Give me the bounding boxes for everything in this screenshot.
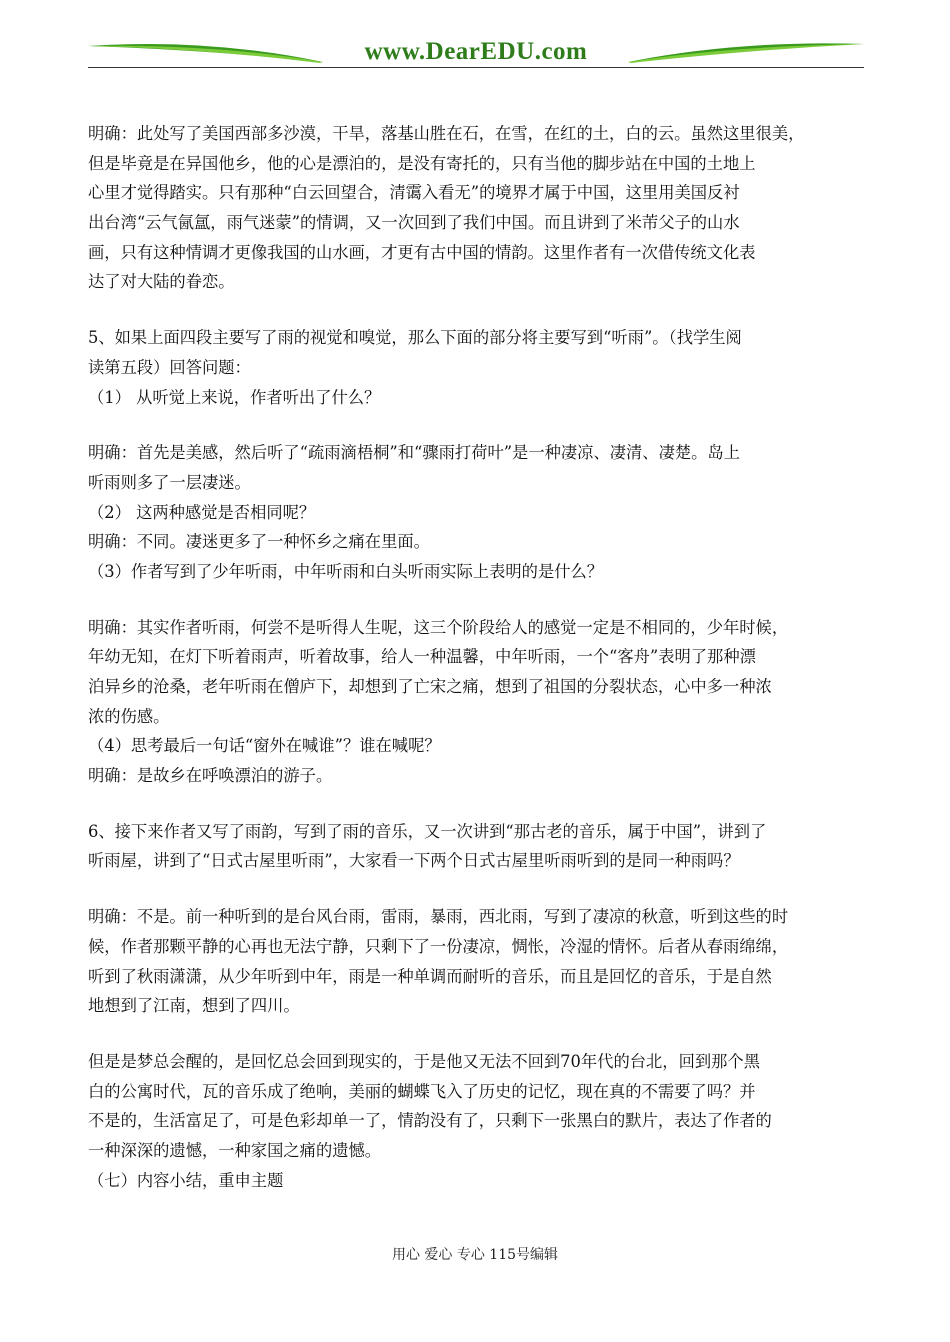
text-line: 但是毕竟是在异国他乡，他的心是漂泊的，是没有寄托的，只有当他的脚步站在中国的土地上: [88, 153, 756, 173]
page-footer: 用心 爱心 专心 115号编辑: [391, 1247, 559, 1263]
text-line: 心里才觉得踏实。只有那种“白云回望合，清霭入看无”的境界才属于中国，这里用美国反衬: [88, 183, 740, 203]
site-logo: www.DearEDU.com: [364, 38, 588, 65]
text-line: 明确：首先是美感，然后听了“疏雨滴梧桐”和“骤雨打荷叶”是一种凄凉、凄清、凄楚。岛上: [88, 443, 740, 463]
text-line: 听雨则多了一层凄迷。: [88, 472, 251, 492]
text-line: 出台湾“云气氤氲，雨气迷蒙”的情调，又一次回到了我们中国。而且讲到了米芾父子的山水: [88, 213, 740, 233]
text-line: 5、如果上面四段主要写了雨的视觉和嗅觉，那么下面的部分将主要写到“听雨”。（找学生阅: [88, 328, 742, 348]
text-line: 听雨屋，讲到了“日式古屋里听雨”，大家看一下两个日式古屋里听雨听到的是同一种雨吗？: [88, 851, 740, 871]
text-line: 浓的伤感。: [88, 706, 170, 726]
question-line: （2） 这两种感觉是否相同呢？: [88, 502, 316, 522]
text-line: 泊异乡的沧桑，老年听雨在僧庐下，却想到了亡宋之痛，想到了祖国的分裂状态，心中多一种浓: [88, 677, 772, 696]
text-line: 候，作者那颗平静的心再也无法宁静，只剩下了一份凄凉，惆怅，冷湿的情怀。后者从春雨绵绵，: [88, 936, 789, 956]
text-line: 明确：不同。凄迷更多了一种怀乡之痛在里面。: [88, 532, 430, 552]
paragraph-7: [88, 1047, 868, 1195]
text-line: 明确：不是。前一种听到的是台风台雨，雷雨，暴雨，西北雨，写到了凄凉的秋意，听到这些的时: [88, 907, 789, 927]
text-line: 画，只有这种情调才更像我国的山水画，才更有古中国的情韵。这里作者有一次借传统文化表: [88, 242, 756, 262]
text-line: 一种深深的遗憾，一种家国之痛的遗憾。: [88, 1140, 382, 1160]
paragraph-5: [88, 817, 868, 876]
text-line: 明确：是故乡在呼唤漂泊的游子。: [88, 766, 333, 786]
text-line: 但是是梦总会醒的，是回忆总会回到现实的，于是他又无法不回到70年代的台北，回到那个黑: [88, 1051, 760, 1071]
page-header: [88, 36, 864, 76]
text-line: 读第五段）回答问题：: [88, 357, 251, 377]
text-line: 明确：其实作者听雨，何尝不是听得人生呢，这三个阶段给人的感觉一定是不相同的，少年时候，: [88, 617, 789, 637]
section-heading: （七）内容小结，重申主题: [88, 1170, 284, 1190]
header-divider: [88, 67, 864, 68]
paragraph-6: [88, 902, 868, 1021]
text-line: 年幼无知，在灯下听着雨声，听着故事，给人一种温馨，中年听雨，一个“客舟”表明了那种漂: [88, 647, 756, 667]
text-line: 达了对大陆的眷恋。: [88, 272, 235, 292]
text-line: 不是的，生活富足了，可是色彩却单一了，情韵没有了，只剩下一张黑白的默片，表达了作者的: [88, 1111, 772, 1131]
text-line: 地想到了江南，想到了四川。: [88, 996, 300, 1016]
paragraph-2: [88, 323, 868, 412]
text-line: 明确：此处写了美国西部多沙漠，干旱，落基山胜在石，在雪，在红的土，白的云。虽然这里很美，: [88, 124, 805, 143]
question-line: （1） 从听觉上来说，作者听出了什么？: [88, 387, 381, 407]
question-line: （4）思考最后一句话“窗外在喊谁”？谁在喊呢？: [88, 736, 441, 756]
paragraph-4: [88, 613, 868, 791]
paragraph-3: [88, 438, 868, 586]
text-line: 听到了秋雨潇潇，从少年听到中年，雨是一种单调而耐听的音乐，而且是回忆的音乐，于是自然: [88, 966, 772, 986]
text-line: 6、接下来作者又写了雨韵，写到了雨的音乐，又一次讲到“那古老的音乐，属于中国”，讲到了: [88, 821, 767, 841]
document-body: [88, 119, 868, 1195]
paragraph-1: [88, 119, 868, 297]
question-line: （3）作者写到了少年听雨，中年听雨和白头听雨实际上表明的是什么？: [88, 561, 604, 581]
text-line: 白的公寓时代，瓦的音乐成了绝响，美丽的蝴蝶飞入了历史的记忆，现在真的不需要了吗？并: [88, 1081, 756, 1101]
